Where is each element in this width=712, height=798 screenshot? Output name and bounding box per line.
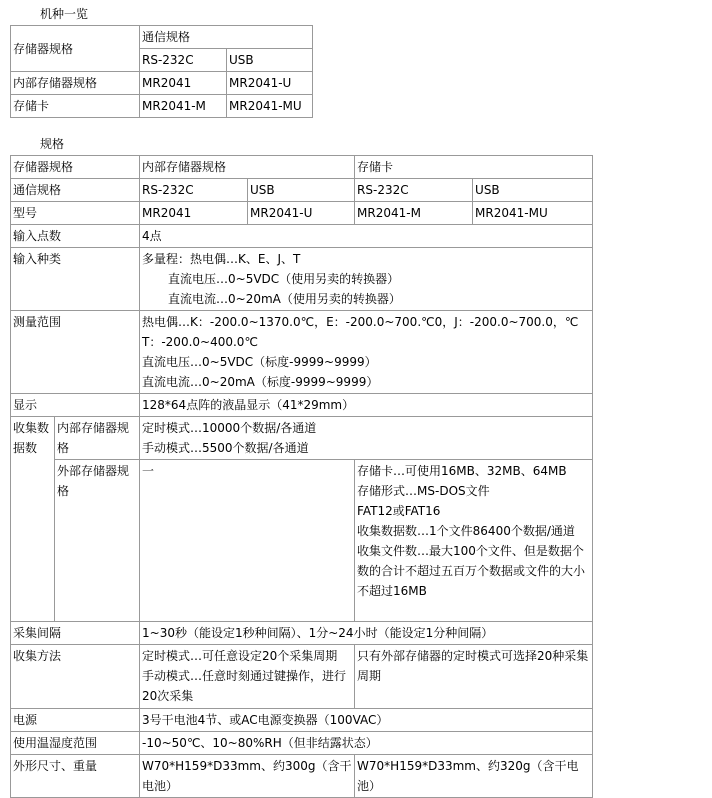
- lineup-rs232c: RS-232C: [140, 49, 227, 72]
- spec-interval-value: 1~30秒（能设定1秒种间隔）、1分~24小时（能设定1分种间隔）: [140, 622, 593, 645]
- spec-size-internal-value: W70*H159*D33mm、约300g（含干电池）: [140, 755, 355, 798]
- spec-points-label: 输入点数: [11, 225, 140, 248]
- spec-env-value: -10~50℃、10~80%RH（但非结露状态）: [140, 732, 593, 755]
- collect-card-line-4: 收集数据数…1个文件86400个数据/通道: [357, 524, 575, 538]
- lineup-model-mr2041-u: MR2041-U: [227, 72, 313, 95]
- method-line-2: 手动模式…任意时刻通过键操作，进行20次采集: [142, 669, 347, 703]
- spec-input-type-value: [140, 248, 593, 311]
- spec-collect-card-value: [355, 460, 593, 622]
- spec-collect-external-dash: 一: [140, 460, 355, 622]
- specs-table: [10, 155, 593, 798]
- lineup-model-mr2041: MR2041: [140, 72, 227, 95]
- lineup-usb: USB: [227, 49, 313, 72]
- method-line-1: 定时模式…可任意设定20个采集周期: [142, 649, 338, 663]
- spec-model-mr2041-m: MR2041-M: [355, 202, 473, 225]
- spec-comm-internal-usb: USB: [248, 179, 355, 202]
- lineup-heading: 机种一览: [40, 7, 89, 21]
- spec-comm-card-rs232c: RS-232C: [355, 179, 473, 202]
- spec-method-card-value: 只有外部存储器的定时模式可选择20种采集周期: [355, 645, 593, 709]
- collect-card-line-1: 存储卡…可使用16MB、32MB、64MB: [357, 464, 567, 478]
- spec-size-card-value: W70*H159*D33mm、约320g（含干电池）: [355, 755, 593, 798]
- spec-size-label: 外形尺寸、重量: [11, 755, 140, 798]
- spec-model-mr2041: MR2041: [140, 202, 248, 225]
- collect-card-line-2: 存储形式…MS-DOS文件: [357, 484, 490, 498]
- spec-comm-card-usb: USB: [473, 179, 593, 202]
- collect-card-line-3: FAT12或FAT16: [357, 504, 441, 518]
- spec-power-value: 3号干电池4节、或AC电源变换器（100VAC）: [140, 709, 593, 732]
- collect-internal-line-2: 手动模式…5500个数据/各通道: [142, 441, 309, 455]
- spec-range-value: [140, 311, 593, 394]
- lineup-internal-label: 内部存储器规格: [11, 72, 140, 95]
- specs-heading: 规格: [40, 137, 65, 151]
- input-type-line-2: 直流电压…0~5VDC（使用另卖的转换器）: [168, 272, 400, 286]
- input-type-line-1: 多量程：热电偶…K、E、J、T: [142, 252, 301, 266]
- range-line-2: T：-200.0~400.0℃: [142, 335, 258, 349]
- spec-method-internal-value: [140, 645, 355, 709]
- lineup-card-label: 存储卡: [11, 95, 140, 118]
- spec-points-value: 4点: [140, 225, 593, 248]
- spec-collect-internal-value: [140, 417, 593, 460]
- spec-power-label: 电源: [11, 709, 140, 732]
- lineup-comm-label: 通信规格: [140, 26, 313, 49]
- spec-model-mr2041-mu: MR2041-MU: [473, 202, 593, 225]
- collect-internal-line-1: 定时模式…10000个数据/各通道: [142, 421, 317, 435]
- spec-env-label: 使用温湿度范围: [11, 732, 140, 755]
- range-line-3: 直流电压…0~5VDC（标度-9999~9999）: [142, 355, 377, 369]
- lineup-table: [10, 25, 313, 118]
- spec-comm-internal-rs232c: RS-232C: [140, 179, 248, 202]
- spec-collect-internal-label: 内部存储器规格: [55, 417, 140, 460]
- spec-memory-internal: 内部存储器规格: [140, 156, 355, 179]
- spec-model-label: 型号: [11, 202, 140, 225]
- spec-display-value: 128*64点阵的液晶显示（41*29mm）: [140, 394, 593, 417]
- spec-memory-label: 存储器规格: [11, 156, 140, 179]
- range-line-1: 热电偶…K：-200.0~1370.0℃，E：-200.0~700.℃0，J：-200.0~700.0，℃: [142, 315, 579, 329]
- spec-model-mr2041-u: MR2041-U: [248, 202, 355, 225]
- spec-interval-label: 采集间隔: [11, 622, 140, 645]
- spec-range-label: 测量范围: [11, 311, 140, 394]
- lineup-model-mr2041-m: MR2041-M: [140, 95, 227, 118]
- spec-display-label: 显示: [11, 394, 140, 417]
- lineup-model-mr2041-mu: MR2041-MU: [227, 95, 313, 118]
- input-type-line-3: 直流电流…0~20mA（使用另卖的转换器）: [168, 292, 401, 306]
- spec-comm-label: 通信规格: [11, 179, 140, 202]
- spec-collect-external-label: 外部存储器规格: [55, 460, 140, 622]
- range-line-4: 直流电流…0~20mA（标度-9999~9999）: [142, 375, 379, 389]
- collect-card-line-5: 收集文件数…最大100个文件、但是数据个数的合计不超过五百万个数据或文件的大小不超过16MB: [357, 544, 586, 598]
- spec-method-label: 收集方法: [11, 645, 140, 709]
- spec-input-type-label: 输入种类: [11, 248, 140, 311]
- spec-memory-card: 存储卡: [355, 156, 593, 179]
- spec-collect-label: 收集数据数: [11, 417, 55, 622]
- lineup-memory-label: 存储器规格: [11, 26, 140, 72]
